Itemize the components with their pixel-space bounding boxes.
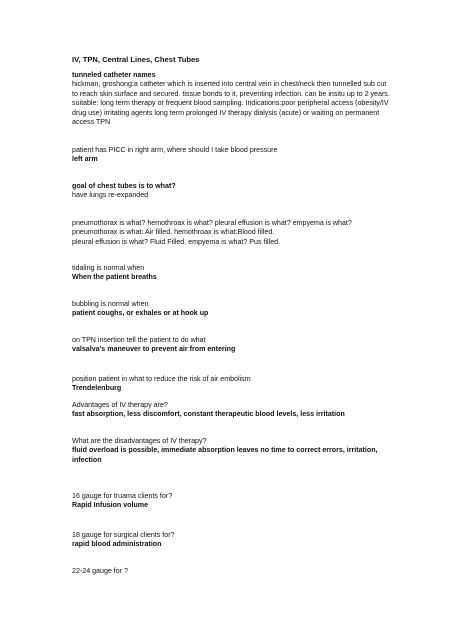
flashcard-tpn-insertion: [72, 336, 412, 355]
question-text: tidaling is normal when: [72, 264, 145, 272]
answer-line: When the patient breaths: [72, 273, 157, 282]
answer-line: Trendelenburg: [72, 384, 122, 393]
question-text: bubbling is normal when: [72, 300, 149, 308]
answer-line: patient coughs, or exhales or at hook up: [72, 309, 209, 318]
question-text: goal of chest tubes is to what?: [72, 182, 176, 190]
question-text: pneumothorax is what? hemothroax is what? pleural effusion is what? empyema is what?: [72, 219, 352, 227]
question-text: on TPN insertion tell the patient to do what: [72, 336, 206, 344]
answer-line: suitable: long term therapy or frequent blood sampling. Indications:poor peripheral access (obesity/IV: [72, 99, 389, 108]
flashcard-tidaling: [72, 264, 412, 283]
flashcard-iv-advantages: [72, 401, 412, 420]
flashcard-picc-blood-pressure: [72, 146, 412, 165]
flashcard-chest-tube-goal: [72, 182, 412, 201]
question-text: Advantages of IV therapy are?: [72, 401, 168, 409]
question-text: 22-24 gauge for ?: [72, 567, 129, 575]
flashcard-tunneled-catheter: [72, 71, 412, 127]
answer-line: valsalva's maneuver to prevent air from entering: [72, 345, 236, 354]
question-text: tunneled catheter names: [72, 71, 156, 79]
flashcard-18-gauge: [72, 531, 412, 550]
answer-line: fast absorption, less discomfort, constant therapeutic blood levels, less irritation: [72, 410, 345, 419]
answer-line: left arm: [72, 155, 98, 164]
flashcard-22-24-gauge: [72, 567, 412, 576]
question-text: What are the disadvantages of IV therapy?: [72, 437, 207, 445]
answer-line: have lungs re-expanded: [72, 191, 149, 200]
question-text: patient has PICC in right arm, where should I take blood pressure: [72, 146, 278, 154]
answer-line: drug use) irritating agents long term prolonged IV therapy dialysis (acute) or waiting on permanent: [72, 108, 380, 117]
question-text: 18 gauge for surgical clients for?: [72, 531, 175, 539]
answer-line: pneumothorax is what: Air filled. hemothroax is what:Blood filled.: [72, 228, 275, 237]
answer-line: fluid overload is possible, immediate absorption leaves no time to correct errors, irritation,: [72, 446, 378, 455]
answer-line: Rapid Infusion volume: [72, 501, 149, 510]
question-text: 16 gauge for truama clients for?: [72, 492, 173, 500]
flashcard-thorax-conditions: [72, 219, 412, 247]
answer-line: infection: [72, 455, 102, 464]
answer-line: to reach skin surface and secured. tissue bonds to it, preventing infection. can be insitu up to 2 years.: [72, 89, 390, 98]
answer-line: hickman, groshong:a catheter which is inserted into central vein in chest/neck then tunnelled sub cut: [72, 80, 387, 89]
document-title: IV, TPN, Central Lines, Chest Tubes: [72, 55, 200, 64]
flashcard-bubbling: [72, 300, 412, 319]
flashcard-air-embolism: [72, 375, 412, 394]
answer-line: rapid blood administration: [72, 540, 162, 549]
answer-line: pleural effusion is what? Fluid Filled. empyema is what? Pus filled.: [72, 237, 281, 246]
flashcard-16-gauge: [72, 492, 412, 511]
answer-line: access TPN: [72, 118, 111, 127]
question-text: position patient in what to reduce the risk of air embolism: [72, 375, 251, 383]
flashcard-iv-disadvantages: [72, 437, 412, 465]
